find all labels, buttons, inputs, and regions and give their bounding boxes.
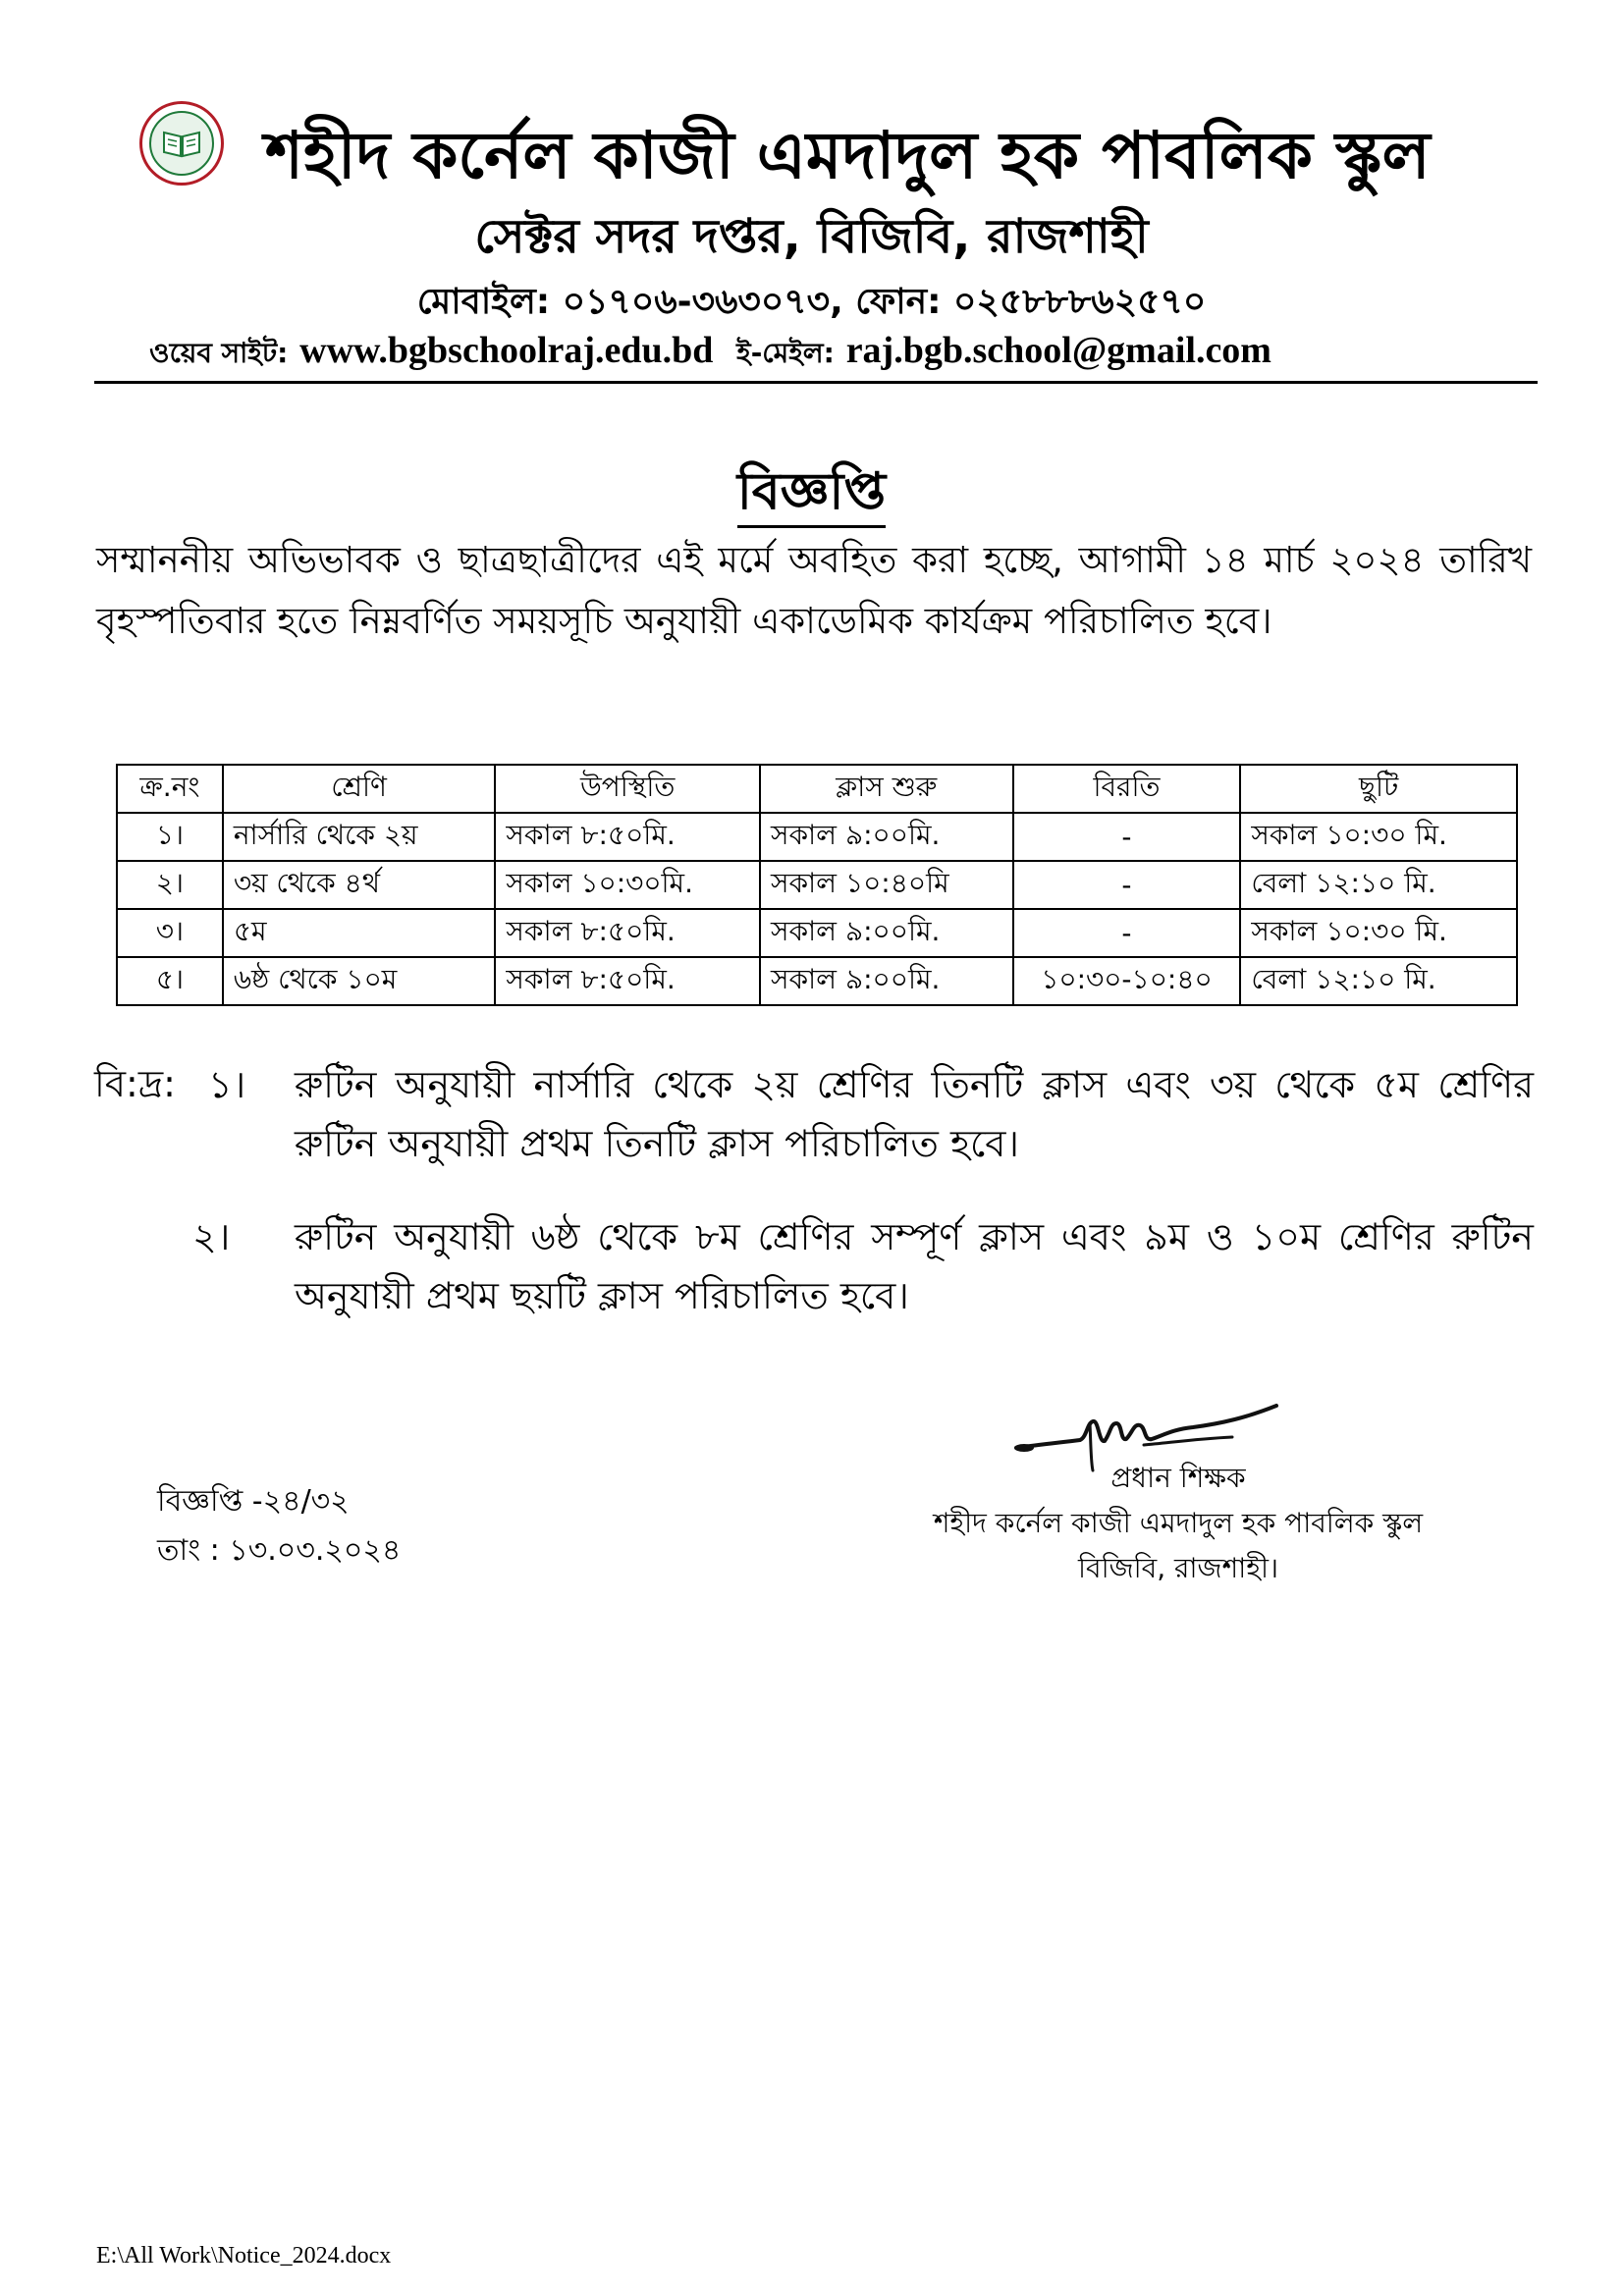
cell-dismissal: সকাল ১০:৩০ মি.: [1240, 909, 1517, 957]
table-header-row: [117, 765, 1517, 813]
cell-dismissal: সকাল ১০:৩০ মি.: [1240, 813, 1517, 861]
cell-serial: ১।: [117, 813, 223, 861]
cell-class-start: সকাল ৯:০০মি.: [760, 813, 1013, 861]
header-attendance: উপস্থিতি: [495, 765, 760, 813]
cell-dismissal: বেলা ১২:১০ মি.: [1240, 957, 1517, 1005]
cell-class: ৬ষ্ঠ থেকে ১০ম: [223, 957, 496, 1005]
header-break: বিরতি: [1013, 765, 1241, 813]
header-dismissal: ছুটি: [1240, 765, 1517, 813]
cell-serial: ৩।: [117, 909, 223, 957]
cell-break: -: [1013, 813, 1241, 861]
cell-class: ৫ম: [223, 909, 496, 957]
website-link[interactable]: www.bgbschoolraj.edu.bd: [299, 330, 714, 371]
schedule-table: [116, 764, 1518, 1006]
note-text: রুটিন অনুযায়ী নার্সারি থেকে ২য় শ্রেণির তিনটি ক্লাস এবং ৩য় থেকে ৫ম শ্রেণির রুটিন অনুযায়ী প্রথম তিনটি ক্লাস পরিচালিত হবে।: [295, 1063, 1534, 1165]
school-name: শহীদ কর্নেল কাজী এমদাদুল হক পাবলিক স্কুল: [265, 117, 1431, 193]
header-class: শ্রেণি: [223, 765, 496, 813]
cell-serial: ২।: [117, 861, 223, 909]
reference-number: বিজ্ঞপ্তি -২৪/৩২: [157, 1484, 350, 1519]
email-link[interactable]: raj.bgb.school@gmail.com: [845, 330, 1271, 371]
reference-block: [157, 1477, 401, 1575]
reference-date: তাং : ১৩.০৩.২০২৪: [157, 1533, 402, 1568]
cell-class-start: সকাল ৯:০০মি.: [760, 909, 1013, 957]
header-serial: ক্র.নং: [117, 765, 223, 813]
table-row: [117, 957, 1517, 1005]
cell-break: -: [1013, 909, 1241, 957]
table-row: [117, 813, 1517, 861]
header-class-start: ক্লাস শুরু: [760, 765, 1013, 813]
notice-body: সম্মাননীয় অভিভাবক ও ছাত্রছাত্রীদের এই মর্মে অবহিত করা হচ্ছে, আগামী ১৪ মার্চ ২০২৪ তারিখ বৃহস্পতিবার হতে নিম্নবর্ণিত সময়সূচি অনুযায়ী একাডেমিক কার্যক্রম পরিচালিত হবে।: [96, 539, 1532, 642]
signatory-block: [864, 1456, 1492, 1591]
notice-title: [0, 452, 1623, 537]
signatory-location: বিজিবি, রাজশাহী।: [1077, 1552, 1279, 1584]
note-number: ২।: [192, 1215, 231, 1258]
cell-class-start: সকাল ৯:০০মি.: [760, 957, 1013, 1005]
signatory-school: শহীদ কর্নেল কাজী এমদাদুল হক পাবলিক স্কুল: [933, 1507, 1424, 1539]
cell-class: নার্সারি থেকে ২য়: [223, 813, 496, 861]
table-row: [117, 909, 1517, 957]
cell-serial: ৫।: [117, 957, 223, 1005]
cell-attendance: সকাল ৮:৫০মি.: [495, 909, 760, 957]
school-crest-icon: [139, 101, 224, 186]
cell-attendance: সকাল ৮:৫০মি.: [495, 813, 760, 861]
cell-attendance: সকাল ৮:৫০মি.: [495, 957, 760, 1005]
header-divider: [94, 381, 1538, 384]
note-text: রুটিন অনুযায়ী ৬ষ্ঠ থেকে ৮ম শ্রেণির সম্পূর্ণ ক্লাস এবং ৯ম ও ১০ম শ্রেণির রুটিন অনুযায়ী প্রথম ছয়টি ক্লাস পরিচালিত হবে।: [295, 1215, 1534, 1317]
book-icon: [149, 111, 214, 176]
website-label: ওয়েব সাইট:: [149, 337, 289, 369]
cell-class-start: সকাল ১০:৪০মি: [760, 861, 1013, 909]
email-label: ই-মেইল:: [736, 337, 835, 369]
file-path-footer: E:\All Work\Notice_2024.docx: [96, 2243, 392, 2269]
school-address: সেক্টর সদর দপ্তর, বিজিবি, রাজশাহী: [474, 209, 1149, 264]
notice-title-text: বিজ্ঞপ্তি: [737, 462, 886, 528]
cell-break: ১০:৩০-১০:৪০: [1013, 957, 1241, 1005]
cell-dismissal: বেলা ১২:১০ মি.: [1240, 861, 1517, 909]
contact-phone: মোবাইল: ০১৭০৬-৩৬৩০৭৩, ফোন: ০২৫৮৮৮৬২৫৭০: [416, 282, 1207, 322]
note-label: বি:দ্র:: [94, 1062, 176, 1105]
signatory-title: প্রধান শিক্ষক: [1110, 1462, 1246, 1494]
cell-break: -: [1013, 861, 1241, 909]
cell-class: ৩য় থেকে ৪র্থ: [223, 861, 496, 909]
web-contact-line: [149, 329, 1524, 378]
table-row: [117, 861, 1517, 909]
cell-attendance: সকাল ১০:৩০মি.: [495, 861, 760, 909]
note-number: ১।: [208, 1063, 246, 1106]
